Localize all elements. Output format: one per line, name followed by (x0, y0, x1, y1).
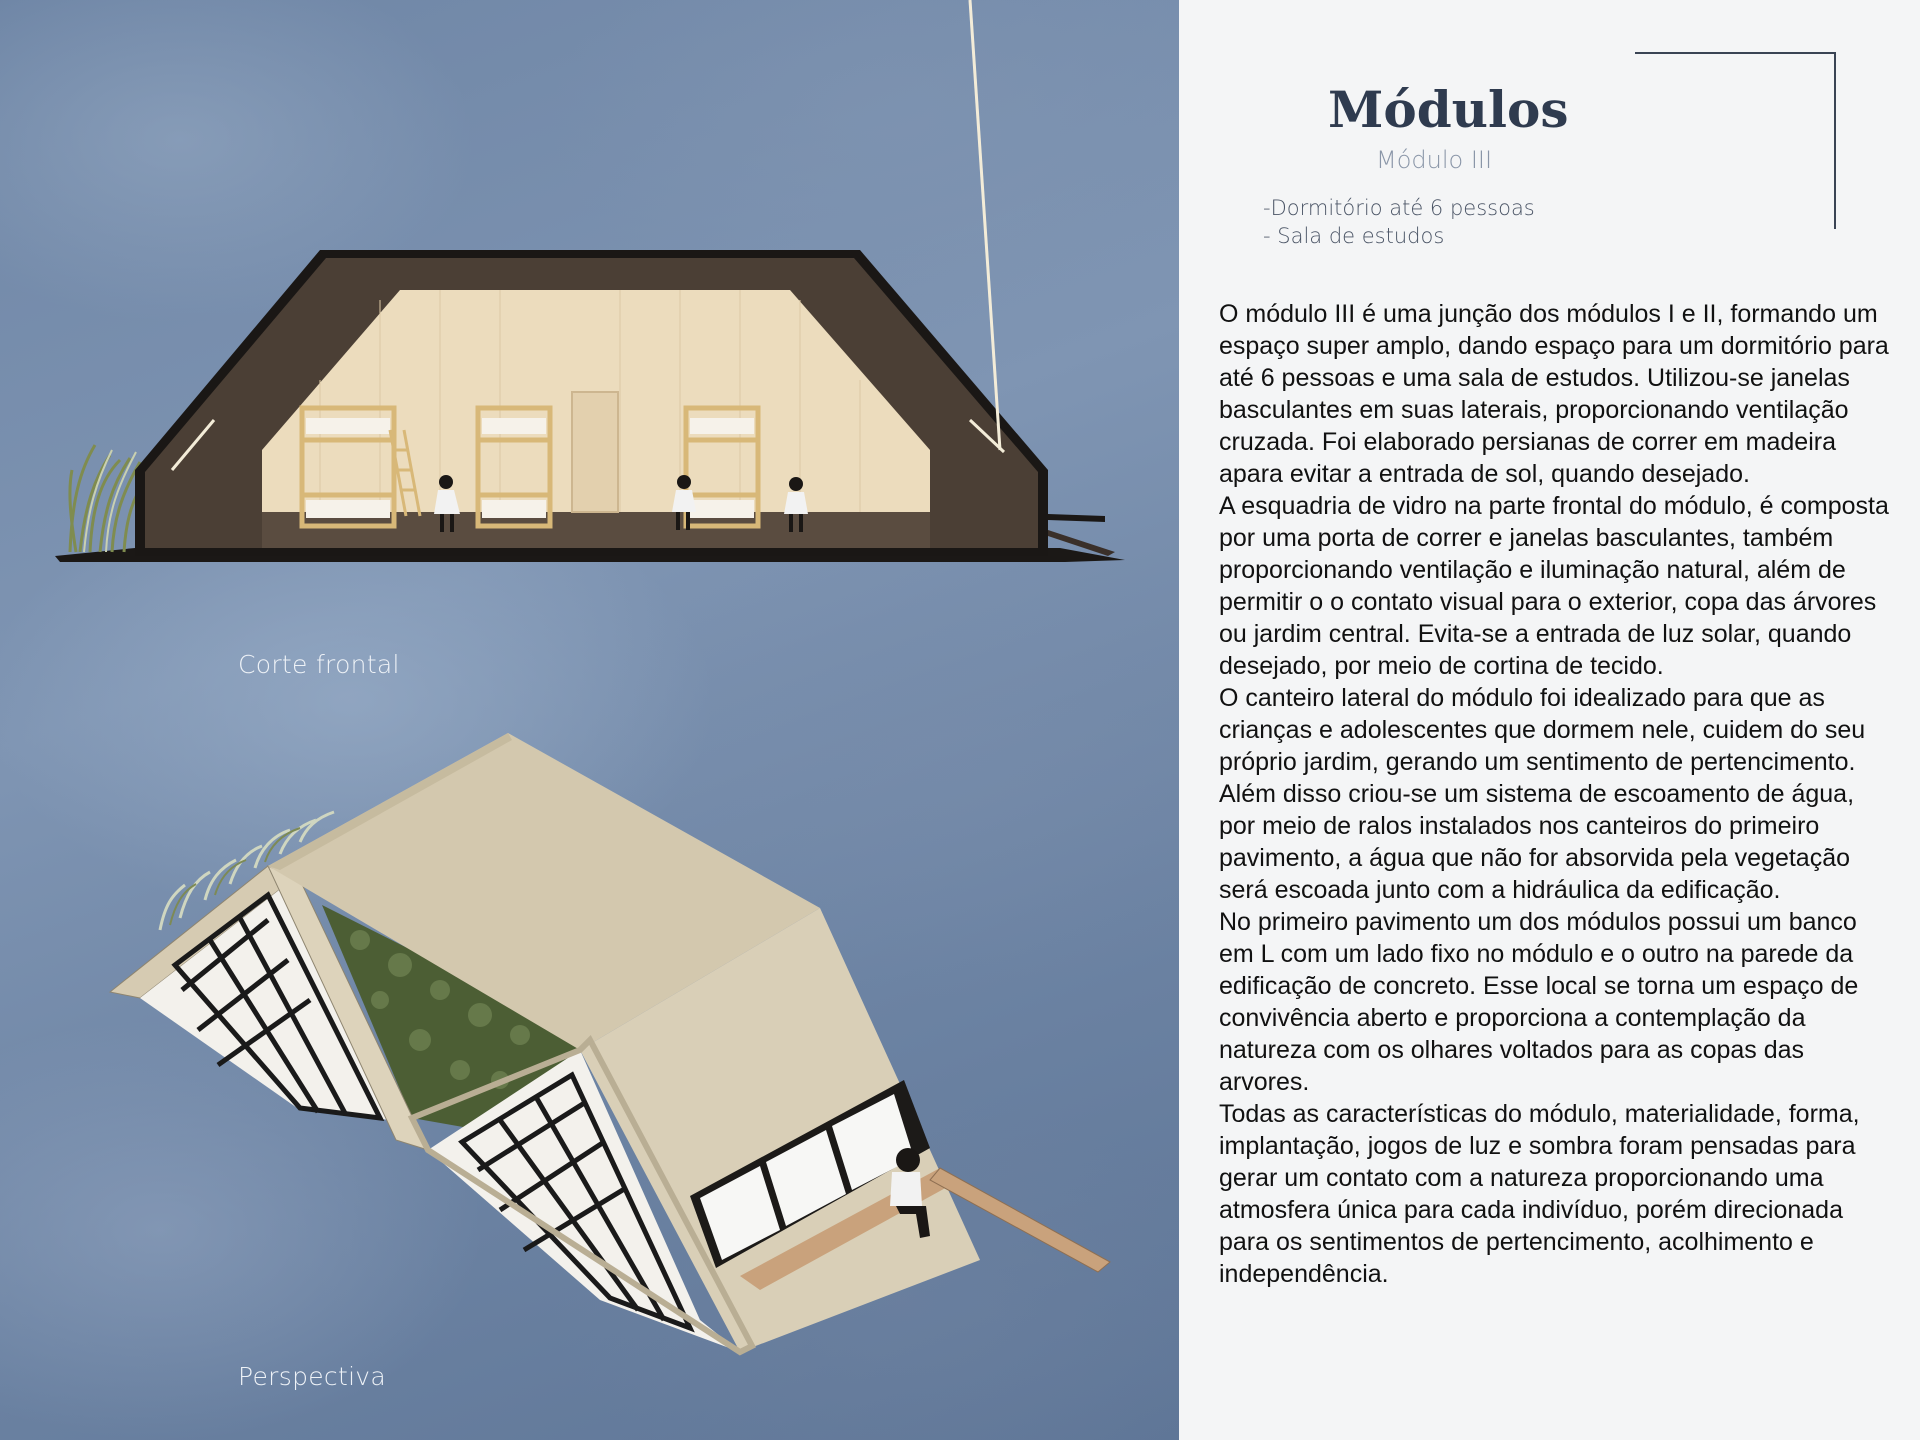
caption-section: Corte frontal (238, 650, 400, 679)
page-subtitle: Módulo III (1376, 146, 1493, 174)
feature-item: -Dormitório até 6 pessoas (1263, 196, 1535, 220)
description-paragraph: A esquadria de vidro na parte frontal do módulo, é composta por uma porta de correr e janelas basculantes, também proporcionando ventilação e iluminação natural, além de permitir o o contato visual para o exterior, copa das árvores ou jardim central. Evita-se a entrada de luz solar, quando desejado, por meio de cortina de tecido. (1219, 492, 1889, 680)
description-paragraph: O módulo III é uma junção dos módulos I e II, formando um espaço super amplo, dando espaço para um dormitório para até 6 pessoas e uma sala de estudos. Utilizou-se janelas basculantes em suas laterais, proporcionando ventilação cruzada. Foi elaborado persianas de correr em madeira apara evitar a entrada de sol, quando desejado. (1219, 300, 1889, 488)
feature-list (1263, 194, 1535, 250)
description-paragraph: O canteiro lateral do módulo foi idealizado para que as crianças e adolescentes que dormem nele, cuidem do seu próprio jardim, gerando um sentimento de pertencimento. Além disso criou-se um sistema de escoamento de água, por meio de ralos instalados nos canteiros do primeiro pavimento, a água que não for absorvida pela vegetação será escoada junto com a hidráulica da edificação. (1219, 684, 1866, 904)
caption-perspective: Perspectiva (238, 1362, 387, 1391)
description-paragraph: Todas as características do módulo, materialidade, forma, implantação, jogos de luz e sombra foram pensadas para gerar um contato com a natureza proporcionando uma atmosfera única para cada indivíduo, porém direcionada para os sentimentos de pertencimento, acolhimento e independência. (1219, 1100, 1860, 1288)
description-paragraph: No primeiro pavimento um dos módulos possui um banco em L com um lado fixo no módulo e o outro na parede da edificação de concreto. Esse local se torna um espaço de convivência aberto e proporciona a contemplação da natureza com os olhares voltados para as copas das arvores. (1219, 908, 1859, 1096)
corner-frame-decoration (1635, 52, 1836, 229)
feature-item: - Sala de estudos (1263, 224, 1445, 248)
page-title: Módulos (1328, 80, 1569, 139)
description-text (1219, 298, 1889, 1290)
